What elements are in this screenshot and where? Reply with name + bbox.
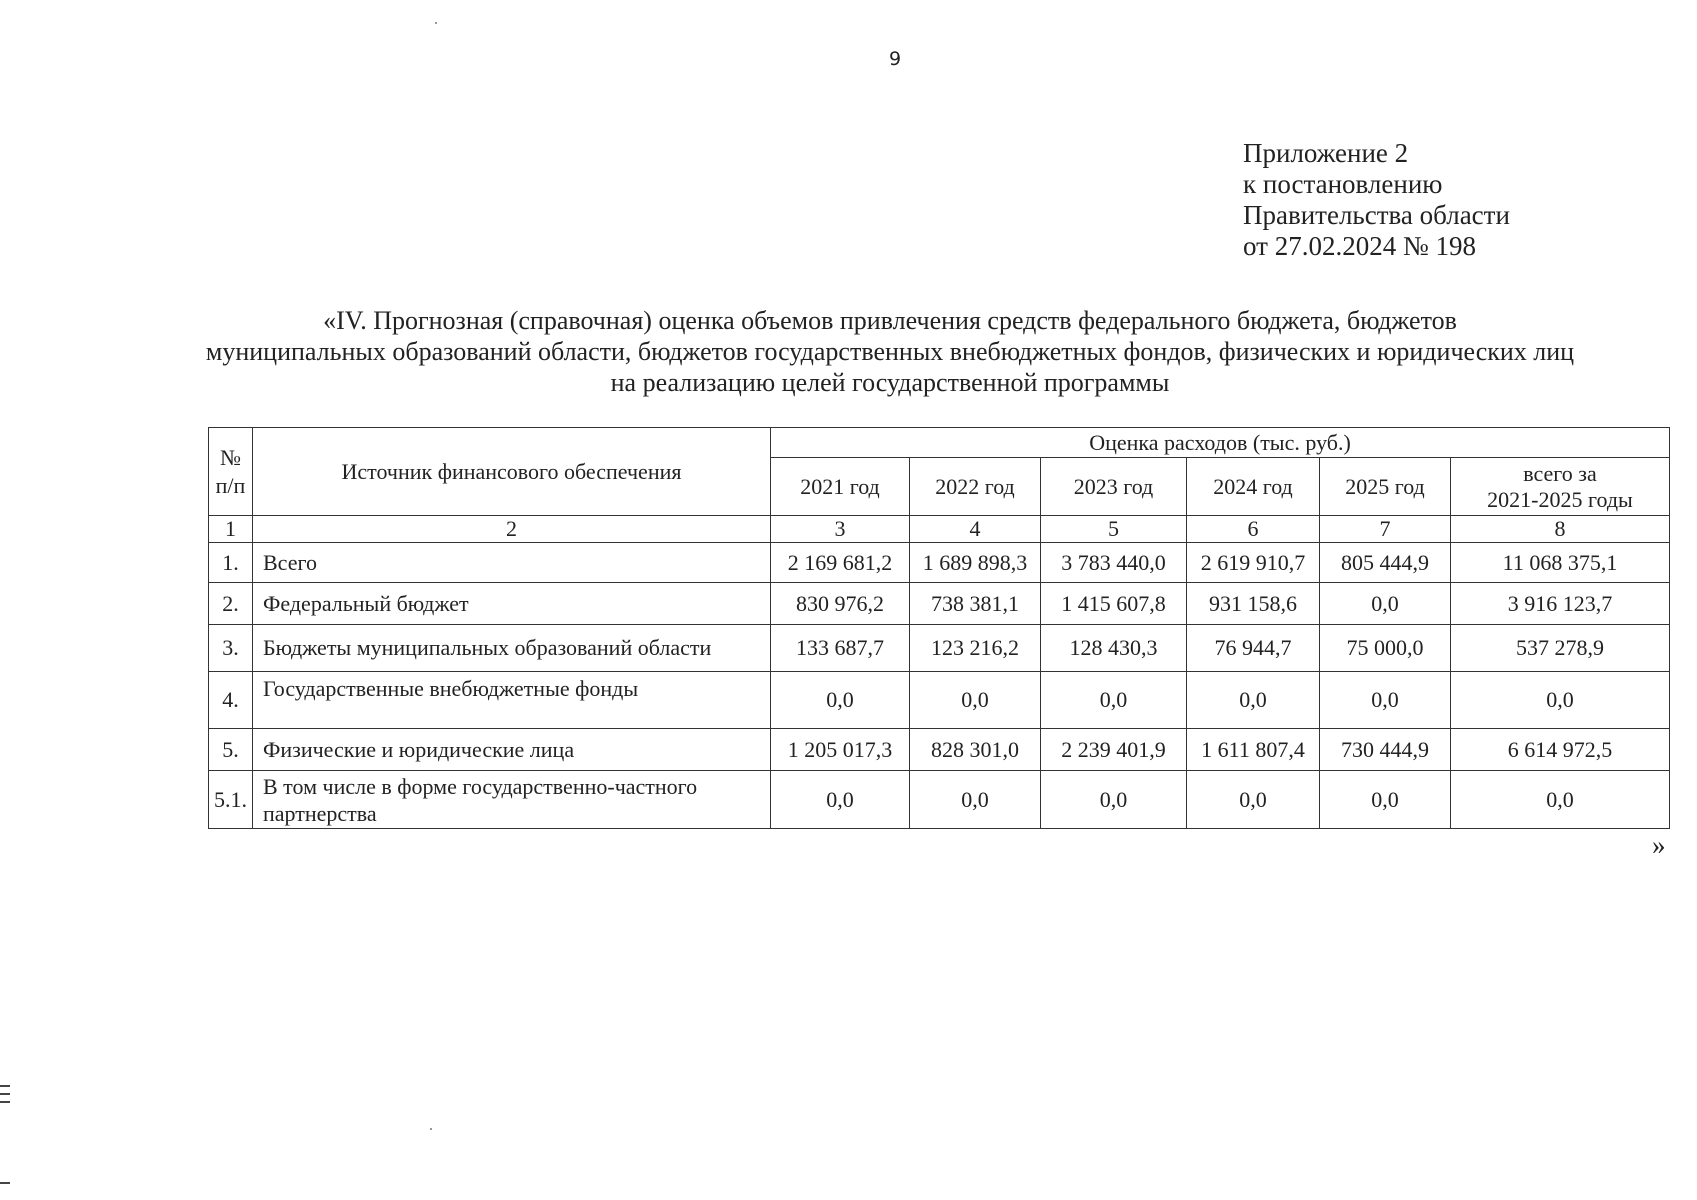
value-cell: 1 205 017,3 <box>771 729 910 771</box>
row-source: Государственные внебюджетные фонды <box>253 672 771 729</box>
value-cell: 123 216,2 <box>910 625 1041 672</box>
table-row <box>209 729 1670 771</box>
value-cell: 0,0 <box>1451 771 1670 829</box>
row-number: 3. <box>209 625 253 672</box>
value-cell: 2 619 910,7 <box>1187 543 1320 583</box>
value-cell: 0,0 <box>771 672 910 729</box>
title-line: муниципальных образований области, бюджетов государственных внебюджетных фондов, физических и юридических лиц <box>205 337 1575 366</box>
value-cell: 0,0 <box>771 771 910 829</box>
header-total <box>1451 458 1670 516</box>
value-cell: 3 916 123,7 <box>1451 583 1670 625</box>
row-source: Бюджеты муниципальных образований области <box>253 625 771 672</box>
header-year: 2021 год <box>771 458 910 516</box>
row-number: 1. <box>209 543 253 583</box>
column-index: 5 <box>1041 516 1187 543</box>
row-source: Физические и юридические лица <box>253 729 771 771</box>
title-line: «IV. Прогнозная (справочная) оценка объемов привлечения средств федерального бюджета, бюджетов <box>323 306 1457 335</box>
row-source: Всего <box>253 543 771 583</box>
header-year: 2025 год <box>1320 458 1451 516</box>
value-cell: 830 976,2 <box>771 583 910 625</box>
value-cell: 0,0 <box>910 771 1041 829</box>
table-row <box>209 771 1670 829</box>
value-cell: 3 783 440,0 <box>1041 543 1187 583</box>
row-number: 4. <box>209 672 253 729</box>
value-cell: 738 381,1 <box>910 583 1041 625</box>
value-cell: 75 000,0 <box>1320 625 1451 672</box>
header-year: 2023 год <box>1041 458 1187 516</box>
margin-mark <box>0 1101 10 1103</box>
appendix-line: от 27.02.2024 № 198 <box>1243 231 1476 261</box>
column-index: 2 <box>253 516 771 543</box>
row-source: Федеральный бюджет <box>253 583 771 625</box>
financing-table <box>208 427 1670 829</box>
header-num: № п/п <box>209 428 253 516</box>
value-cell: 1 611 807,4 <box>1187 729 1320 771</box>
value-cell: 931 158,6 <box>1187 583 1320 625</box>
value-cell: 0,0 <box>1041 771 1187 829</box>
table-row <box>209 583 1670 625</box>
value-cell: 128 430,3 <box>1041 625 1187 672</box>
column-index: 8 <box>1451 516 1670 543</box>
value-cell: 0,0 <box>1451 672 1670 729</box>
appendix-block <box>1243 138 1510 262</box>
document-title <box>140 305 1640 398</box>
value-cell: 0,0 <box>910 672 1041 729</box>
value-cell: 0,0 <box>1041 672 1187 729</box>
value-cell: 11 068 375,1 <box>1451 543 1670 583</box>
column-index-row <box>209 516 1670 543</box>
value-cell: 0,0 <box>1320 771 1451 829</box>
margin-mark <box>0 1182 10 1184</box>
title-line: на реализацию целей государственной программы <box>610 368 1170 397</box>
value-cell: 76 944,7 <box>1187 625 1320 672</box>
appendix-line: к постановлению <box>1243 169 1443 199</box>
value-cell: 730 444,9 <box>1320 729 1451 771</box>
closing-quote: » <box>1652 830 1666 860</box>
scan-speck <box>430 1128 432 1130</box>
column-index: 6 <box>1187 516 1320 543</box>
value-cell: 6 614 972,5 <box>1451 729 1670 771</box>
value-cell: 2 169 681,2 <box>771 543 910 583</box>
table-row <box>209 543 1670 583</box>
header-year: 2024 год <box>1187 458 1320 516</box>
page-number: 9 <box>888 48 902 70</box>
row-source: В том числе в форме государственно-частного партнерства <box>253 771 771 829</box>
value-cell: 133 687,7 <box>771 625 910 672</box>
column-index: 4 <box>910 516 1041 543</box>
value-cell: 805 444,9 <box>1320 543 1451 583</box>
row-number: 5.1. <box>209 771 253 829</box>
margin-mark <box>0 1093 10 1095</box>
value-cell: 828 301,0 <box>910 729 1041 771</box>
value-cell: 0,0 <box>1187 672 1320 729</box>
appendix-line: Приложение 2 <box>1243 138 1409 168</box>
header-source: Источник финансового обеспечения <box>253 428 771 516</box>
value-cell: 537 278,9 <box>1451 625 1670 672</box>
header-total-line: всего за <box>1523 460 1597 486</box>
appendix-line: Правительства области <box>1243 200 1510 230</box>
column-index: 1 <box>209 516 253 543</box>
value-cell: 1 415 607,8 <box>1041 583 1187 625</box>
column-index: 3 <box>771 516 910 543</box>
header-year: 2022 год <box>910 458 1041 516</box>
column-index: 7 <box>1320 516 1451 543</box>
margin-mark <box>0 1085 10 1087</box>
value-cell: 1 689 898,3 <box>910 543 1041 583</box>
value-cell: 0,0 <box>1320 583 1451 625</box>
row-number: 5. <box>209 729 253 771</box>
row-number: 2. <box>209 583 253 625</box>
header-total-line: 2021-2025 годы <box>1487 486 1633 512</box>
table-row <box>209 625 1670 672</box>
scan-speck <box>435 22 437 24</box>
value-cell: 0,0 <box>1320 672 1451 729</box>
value-cell: 2 239 401,9 <box>1041 729 1187 771</box>
value-cell: 0,0 <box>1187 771 1320 829</box>
table-row <box>209 672 1670 729</box>
header-estimate: Оценка расходов (тыс. руб.) <box>771 428 1670 458</box>
